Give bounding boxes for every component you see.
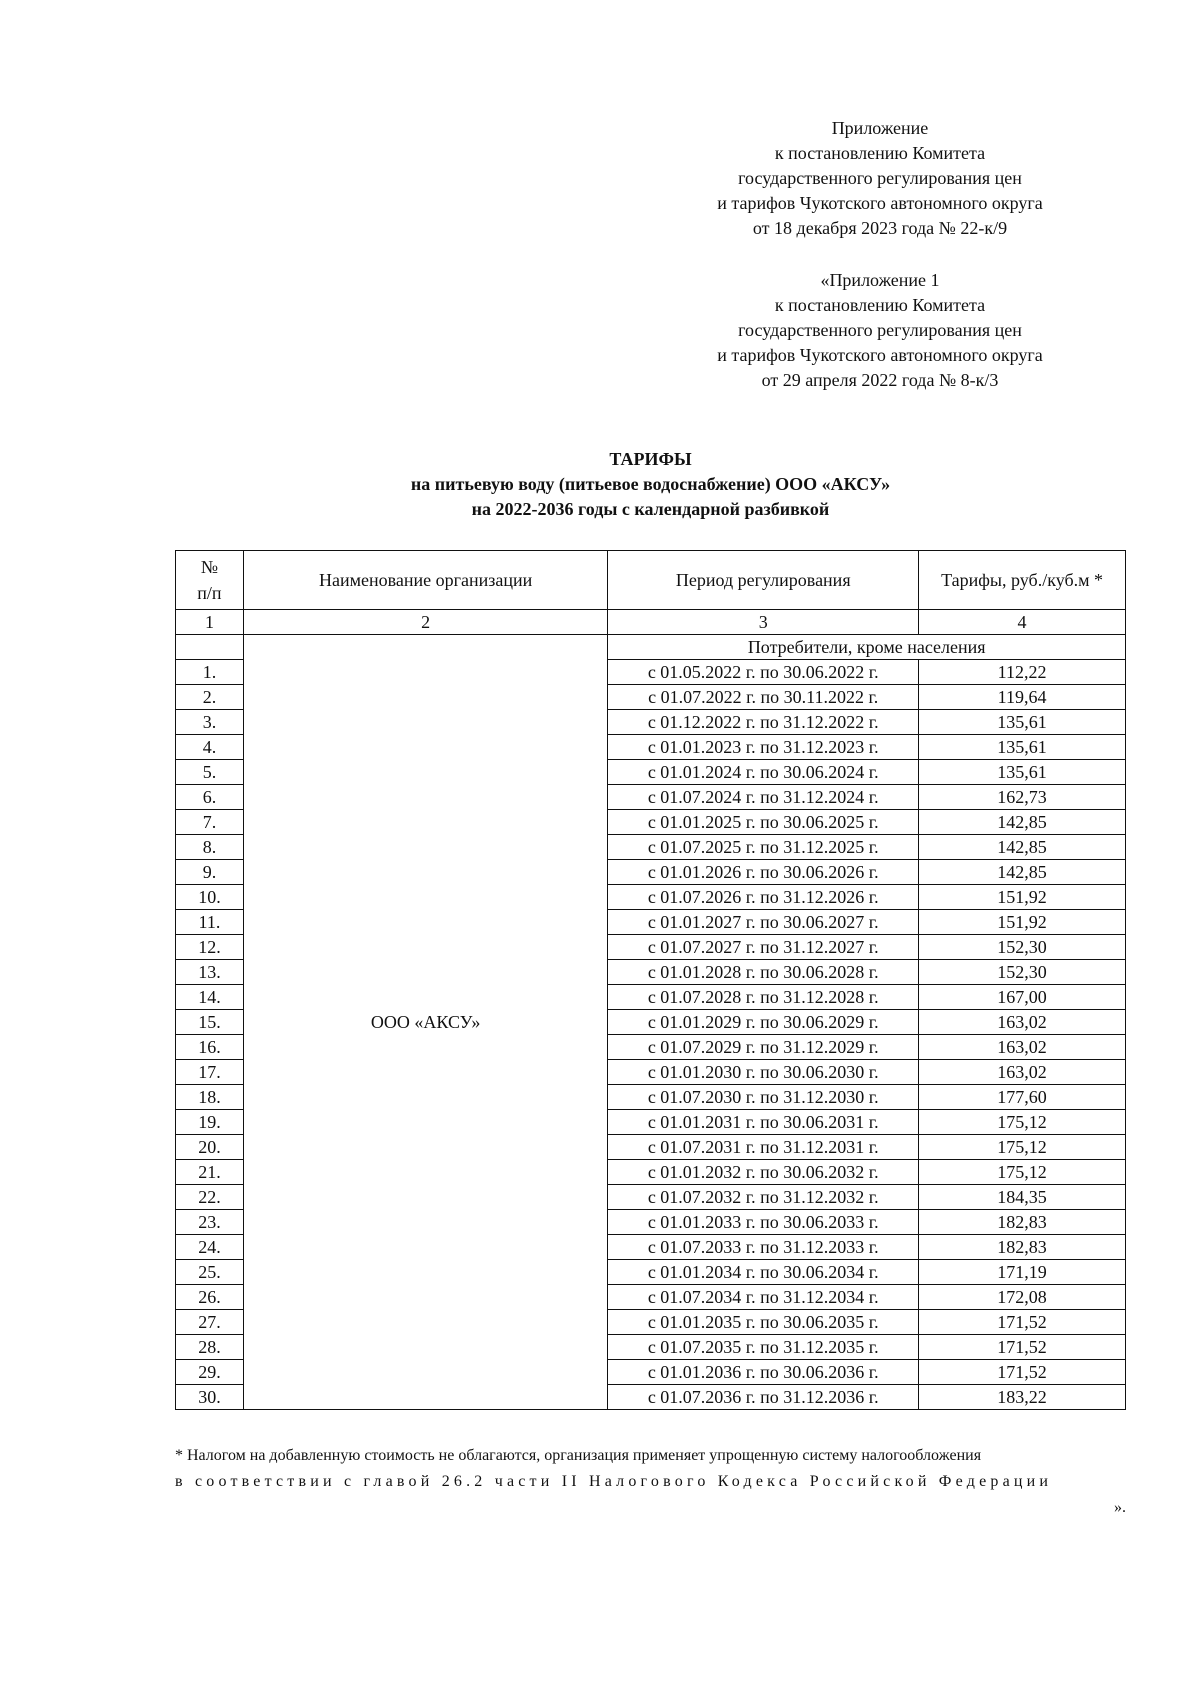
row-number: 9. (176, 860, 244, 885)
tariff-table (175, 550, 1126, 1410)
row-number: 10. (176, 885, 244, 910)
period-cell: с 01.07.2025 г. по 31.12.2025 г. (608, 835, 919, 860)
appendix-line: «Приложение 1 (820, 270, 940, 290)
row-number: 19. (176, 1110, 244, 1135)
period-cell: с 01.01.2031 г. по 30.06.2031 г. (608, 1110, 919, 1135)
row-number: 27. (176, 1310, 244, 1335)
tariff-cell: 163,02 (919, 1010, 1126, 1035)
tariff-cell: 135,61 (919, 735, 1126, 760)
period-cell: с 01.05.2022 г. по 30.06.2022 г. (608, 660, 919, 685)
row-number: 8. (176, 835, 244, 860)
row-number: 18. (176, 1085, 244, 1110)
period-cell: с 01.07.2036 г. по 31.12.2036 г. (608, 1385, 919, 1410)
tariff-cell: 175,12 (919, 1160, 1126, 1185)
tariff-cell: 167,00 (919, 985, 1126, 1010)
footnote-line: в соответствии с главой 26.2 части II Налогового Кодекса Российской Федерации (175, 1473, 1053, 1490)
row-number: 29. (176, 1360, 244, 1385)
header-tariff: Тарифы, руб./куб.м * (919, 551, 1126, 610)
period-cell: с 01.01.2026 г. по 30.06.2026 г. (608, 860, 919, 885)
row-number: 25. (176, 1260, 244, 1285)
row-number: 24. (176, 1235, 244, 1260)
row-number: 15. (176, 1010, 244, 1035)
row-number: 6. (176, 785, 244, 810)
title-line: ТАРИФЫ (609, 449, 692, 469)
period-cell: с 01.07.2033 г. по 31.12.2033 г. (608, 1235, 919, 1260)
tariff-cell: 175,12 (919, 1110, 1126, 1135)
column-number: 3 (608, 610, 919, 635)
footnote-closing: ». (1114, 1499, 1126, 1516)
period-cell: с 01.07.2022 г. по 30.11.2022 г. (608, 685, 919, 710)
tariff-cell: 152,30 (919, 960, 1126, 985)
row-number: 17. (176, 1060, 244, 1085)
footnote-line: * Налогом на добавленную стоимость не облагаются, организация применяет упрощенную систему налогообложения (175, 1447, 982, 1464)
row-number: 3. (176, 710, 244, 735)
period-cell: с 01.01.2025 г. по 30.06.2025 г. (608, 810, 919, 835)
tariff-cell: 142,85 (919, 860, 1126, 885)
row-number: 28. (176, 1335, 244, 1360)
column-number: 4 (919, 610, 1126, 635)
tariff-cell: 151,92 (919, 885, 1126, 910)
appendix-line: государственного регулирования цен (738, 168, 1022, 188)
row-number: 23. (176, 1210, 244, 1235)
period-cell: с 01.01.2027 г. по 30.06.2027 г. (608, 910, 919, 935)
period-cell: с 01.01.2036 г. по 30.06.2036 г. (608, 1360, 919, 1385)
period-cell: с 01.07.2035 г. по 31.12.2035 г. (608, 1335, 919, 1360)
empty-cell (176, 635, 244, 660)
appendix-line: к постановлению Комитета (774, 143, 986, 163)
row-number: 20. (176, 1135, 244, 1160)
tariff-cell: 163,02 (919, 1035, 1126, 1060)
tariff-cell: 112,22 (919, 660, 1126, 685)
period-cell: с 01.07.2029 г. по 31.12.2029 г. (608, 1035, 919, 1060)
row-number: 2. (176, 685, 244, 710)
tariff-cell: 177,60 (919, 1085, 1126, 1110)
tariff-cell: 119,64 (919, 685, 1126, 710)
row-number: 26. (176, 1285, 244, 1310)
period-cell: с 01.01.2030 г. по 30.06.2030 г. (608, 1060, 919, 1085)
row-number: 30. (176, 1385, 244, 1410)
appendix-line: государственного регулирования цен (738, 320, 1022, 340)
title-line: на питьевую воду (питьевое водоснабжение) ООО «АКСУ» (410, 474, 891, 494)
document-title (175, 447, 1126, 522)
row-number: 13. (176, 960, 244, 985)
table-header-row (176, 551, 1126, 610)
tariff-cell: 171,52 (919, 1335, 1126, 1360)
header-num-line: п/п (197, 583, 222, 603)
period-cell: с 01.01.2033 г. по 30.06.2033 г. (608, 1210, 919, 1235)
tariff-cell: 171,52 (919, 1360, 1126, 1385)
row-number: 22. (176, 1185, 244, 1210)
header-org: Наименование организации (243, 551, 607, 610)
consumer-category: Потребители, кроме населения (608, 635, 1126, 660)
row-number: 7. (176, 810, 244, 835)
header-period: Период регулирования (608, 551, 919, 610)
appendix-line: к постановлению Комитета (774, 295, 986, 315)
period-cell: с 01.01.2023 г. по 31.12.2023 г. (608, 735, 919, 760)
tariff-cell: 135,61 (919, 710, 1126, 735)
tariff-cell: 172,08 (919, 1285, 1126, 1310)
appendix-line: Приложение (831, 118, 929, 138)
footnote (175, 1443, 1126, 1521)
appendix-line: и тарифов Чукотского автономного округа (717, 193, 1043, 213)
tariff-cell: 182,83 (919, 1235, 1126, 1260)
organization-name: ООО «АКСУ» (243, 635, 607, 1410)
tariff-cell: 162,73 (919, 785, 1126, 810)
row-number: 14. (176, 985, 244, 1010)
row-number: 16. (176, 1035, 244, 1060)
tariff-cell: 152,30 (919, 935, 1126, 960)
period-cell: с 01.07.2030 г. по 31.12.2030 г. (608, 1085, 919, 1110)
row-number: 4. (176, 735, 244, 760)
column-number-row (176, 610, 1126, 635)
row-number: 21. (176, 1160, 244, 1185)
tariff-cell: 151,92 (919, 910, 1126, 935)
column-number: 2 (243, 610, 607, 635)
period-cell: с 01.07.2027 г. по 31.12.2027 г. (608, 935, 919, 960)
appendix-line: от 29 апреля 2022 года № 8-к/3 (761, 370, 999, 390)
period-cell: с 01.01.2024 г. по 30.06.2024 г. (608, 760, 919, 785)
column-number: 1 (176, 610, 244, 635)
period-cell: с 01.07.2026 г. по 31.12.2026 г. (608, 885, 919, 910)
title-line: на 2022-2036 годы с календарной разбивкой (471, 499, 830, 519)
category-row (176, 635, 1126, 660)
tariff-cell: 183,22 (919, 1385, 1126, 1410)
row-number: 12. (176, 935, 244, 960)
appendix-line: и тарифов Чукотского автономного округа (717, 345, 1043, 365)
period-cell: с 01.01.2034 г. по 30.06.2034 г. (608, 1260, 919, 1285)
tariff-cell: 163,02 (919, 1060, 1126, 1085)
tariff-cell: 171,19 (919, 1260, 1126, 1285)
period-cell: с 01.01.2029 г. по 30.06.2029 г. (608, 1010, 919, 1035)
row-number: 1. (176, 660, 244, 685)
period-cell: с 01.01.2032 г. по 30.06.2032 г. (608, 1160, 919, 1185)
tariff-cell: 182,83 (919, 1210, 1126, 1235)
period-cell: с 01.01.2035 г. по 30.06.2035 г. (608, 1310, 919, 1335)
row-number: 5. (176, 760, 244, 785)
tariff-cell: 175,12 (919, 1135, 1126, 1160)
period-cell: с 01.01.2028 г. по 30.06.2028 г. (608, 960, 919, 985)
tariff-cell: 142,85 (919, 835, 1126, 860)
period-cell: с 01.07.2034 г. по 31.12.2034 г. (608, 1285, 919, 1310)
tariff-cell: 171,52 (919, 1310, 1126, 1335)
appendix-header-original (640, 268, 1120, 393)
period-cell: с 01.07.2028 г. по 31.12.2028 г. (608, 985, 919, 1010)
appendix-header-current (640, 116, 1120, 241)
header-num (176, 551, 244, 610)
appendix-line: от 18 декабря 2023 года № 22-к/9 (752, 218, 1008, 238)
period-cell: с 01.07.2024 г. по 31.12.2024 г. (608, 785, 919, 810)
period-cell: с 01.07.2031 г. по 31.12.2031 г. (608, 1135, 919, 1160)
tariff-cell: 184,35 (919, 1185, 1126, 1210)
row-number: 11. (176, 910, 244, 935)
tariff-cell: 142,85 (919, 810, 1126, 835)
period-cell: с 01.07.2032 г. по 31.12.2032 г. (608, 1185, 919, 1210)
header-num-line: № (200, 557, 219, 577)
tariff-cell: 135,61 (919, 760, 1126, 785)
period-cell: с 01.12.2022 г. по 31.12.2022 г. (608, 710, 919, 735)
